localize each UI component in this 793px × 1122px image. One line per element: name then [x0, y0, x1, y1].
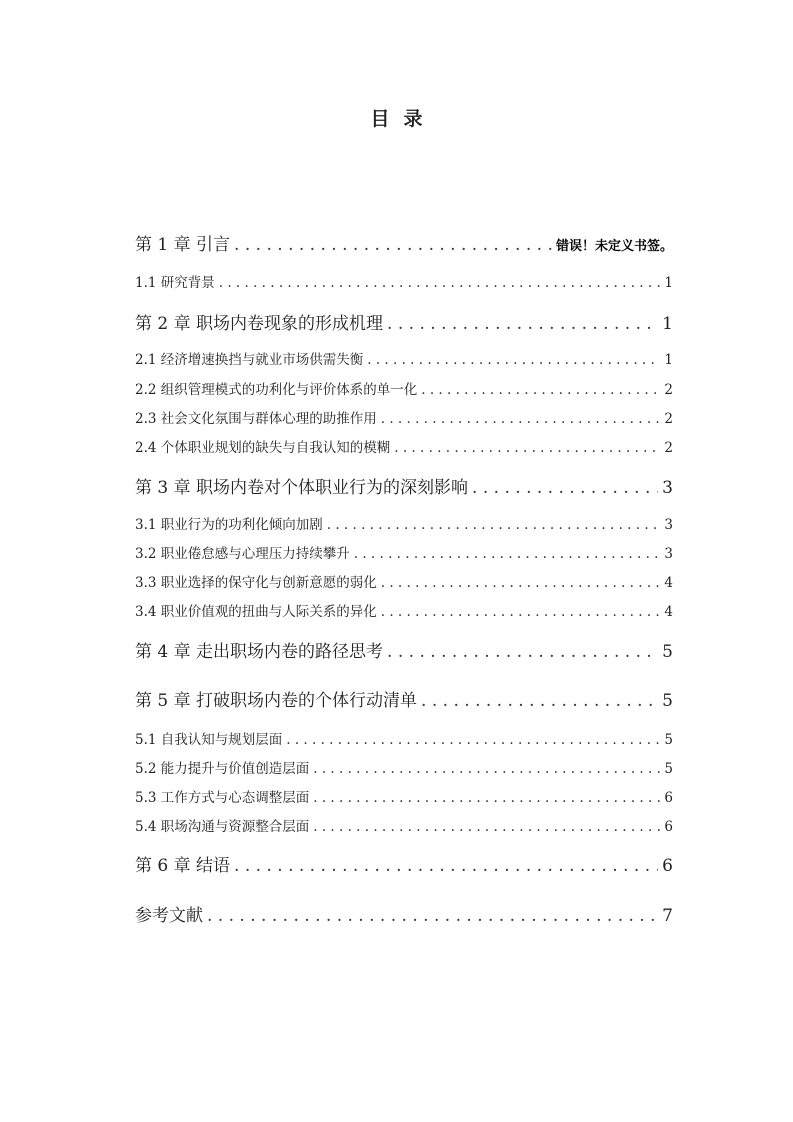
toc-entry-label: 3.1 职业行为的功利化倾向加剧 — [135, 517, 323, 533]
toc-entry-label: 5.2 能力提升与价值创造层面 — [135, 761, 310, 777]
toc-entry-page: 5 — [662, 642, 673, 662]
toc-entry-page: 3 — [664, 517, 673, 533]
toc-entry-page: 6 — [662, 856, 673, 876]
toc-entry-label: 第 6 章 结语 — [135, 856, 231, 876]
toc-entry-page: 6 — [664, 790, 673, 806]
toc-entry-page: 2 — [664, 382, 673, 398]
toc-entry[interactable] — [135, 571, 673, 591]
toc-entry-label: 第 1 章 引言 — [135, 235, 231, 255]
toc-entry[interactable] — [135, 436, 673, 456]
toc-entry[interactable] — [135, 757, 673, 777]
toc-entry-page: 5 — [664, 732, 673, 748]
toc-entry[interactable] — [135, 348, 673, 368]
toc-entry-page: 2 — [664, 440, 673, 456]
toc-entry-page: 错误！未定义书签。 — [555, 239, 673, 254]
dot-leader — [219, 275, 661, 291]
toc-entry-label: 2.1 经济增速换挡与就业市场供需失衡 — [135, 352, 364, 368]
toc-entry[interactable] — [135, 600, 673, 620]
dot-leader — [421, 382, 660, 398]
toc-entry-page: 1 — [662, 314, 673, 334]
toc-entry-page: 1 — [664, 352, 673, 368]
toc-entry[interactable] — [135, 473, 673, 498]
toc-entry-label: 2.3 社会文化氛围与群体心理的助推作用 — [135, 411, 377, 427]
toc-entry[interactable] — [135, 851, 673, 876]
dot-leader — [234, 235, 552, 255]
toc-entry[interactable] — [135, 309, 673, 334]
toc-entry-label: 第 4 章 走出职场内卷的路径思考 — [135, 642, 384, 662]
toc-entry[interactable] — [135, 271, 673, 291]
dot-leader — [381, 575, 661, 591]
toc-entry-page: 1 — [664, 275, 673, 291]
toc-entry-label: 参考文献 — [135, 906, 203, 926]
dot-leader — [207, 906, 658, 926]
toc-entry-label: 2.4 个体职业规划的缺失与自我认知的模糊 — [135, 440, 391, 456]
toc-entry[interactable] — [135, 686, 673, 711]
dot-leader — [234, 856, 658, 876]
dot-leader — [313, 761, 660, 777]
dot-leader — [387, 314, 658, 334]
dot-leader — [387, 642, 658, 662]
toc-entry-page: 5 — [664, 761, 673, 777]
toc-entry[interactable] — [135, 230, 673, 255]
dot-leader — [286, 732, 660, 748]
toc-entry[interactable] — [135, 542, 673, 562]
dot-leader — [421, 691, 658, 711]
toc-entry-label: 3.3 职业选择的保守化与创新意愿的弱化 — [135, 575, 377, 591]
toc-entry-label: 第 2 章 职场内卷现象的形成机理 — [135, 314, 384, 334]
toc-entry[interactable] — [135, 513, 673, 533]
toc-entry[interactable] — [135, 815, 673, 835]
toc-entry-page: 6 — [664, 819, 673, 835]
toc-entry[interactable] — [135, 728, 673, 748]
dot-leader — [354, 546, 661, 562]
toc-entry-label: 3.4 职业价值观的扭曲与人际关系的异化 — [135, 604, 377, 620]
toc-entry-page: 4 — [664, 604, 673, 620]
toc-entry-page: 7 — [662, 906, 673, 926]
dot-leader — [394, 440, 660, 456]
toc-entry-page: 3 — [664, 546, 673, 562]
toc-entry[interactable] — [135, 378, 673, 398]
toc-entry-page: 2 — [664, 411, 673, 427]
toc-entry-label: 3.2 职业倦怠感与心理压力持续攀升 — [135, 546, 350, 562]
dot-leader — [472, 478, 658, 498]
toc-entry-label: 5.1 自我认知与规划层面 — [135, 732, 283, 748]
dot-leader — [367, 352, 660, 368]
toc-entry[interactable] — [135, 637, 673, 662]
toc-entry-label: 5.3 工作方式与心态调整层面 — [135, 790, 310, 806]
dot-leader — [327, 517, 661, 533]
toc-entry[interactable] — [135, 786, 673, 806]
toc-entry-label: 1.1 研究背景 — [135, 275, 215, 291]
toc-entry[interactable] — [135, 901, 673, 926]
dot-leader — [381, 604, 661, 620]
toc-entry-label: 第 5 章 打破职场内卷的个体行动清单 — [135, 691, 418, 711]
dot-leader — [381, 411, 661, 427]
dot-leader — [313, 819, 660, 835]
toc-entry[interactable] — [135, 407, 673, 427]
toc-entry-page: 5 — [662, 691, 673, 711]
toc-entry-label: 第 3 章 职场内卷对个体职业行为的深刻影响 — [135, 478, 469, 498]
dot-leader — [313, 790, 660, 806]
toc-entry-label: 5.4 职场沟通与资源整合层面 — [135, 819, 310, 835]
toc-entry-page: 4 — [664, 575, 673, 591]
toc-entry-label: 2.2 组织管理模式的功利化与评价体系的单一化 — [135, 382, 418, 398]
toc-entry-page: 3 — [662, 478, 673, 498]
toc-title: 目录 — [370, 108, 437, 130]
